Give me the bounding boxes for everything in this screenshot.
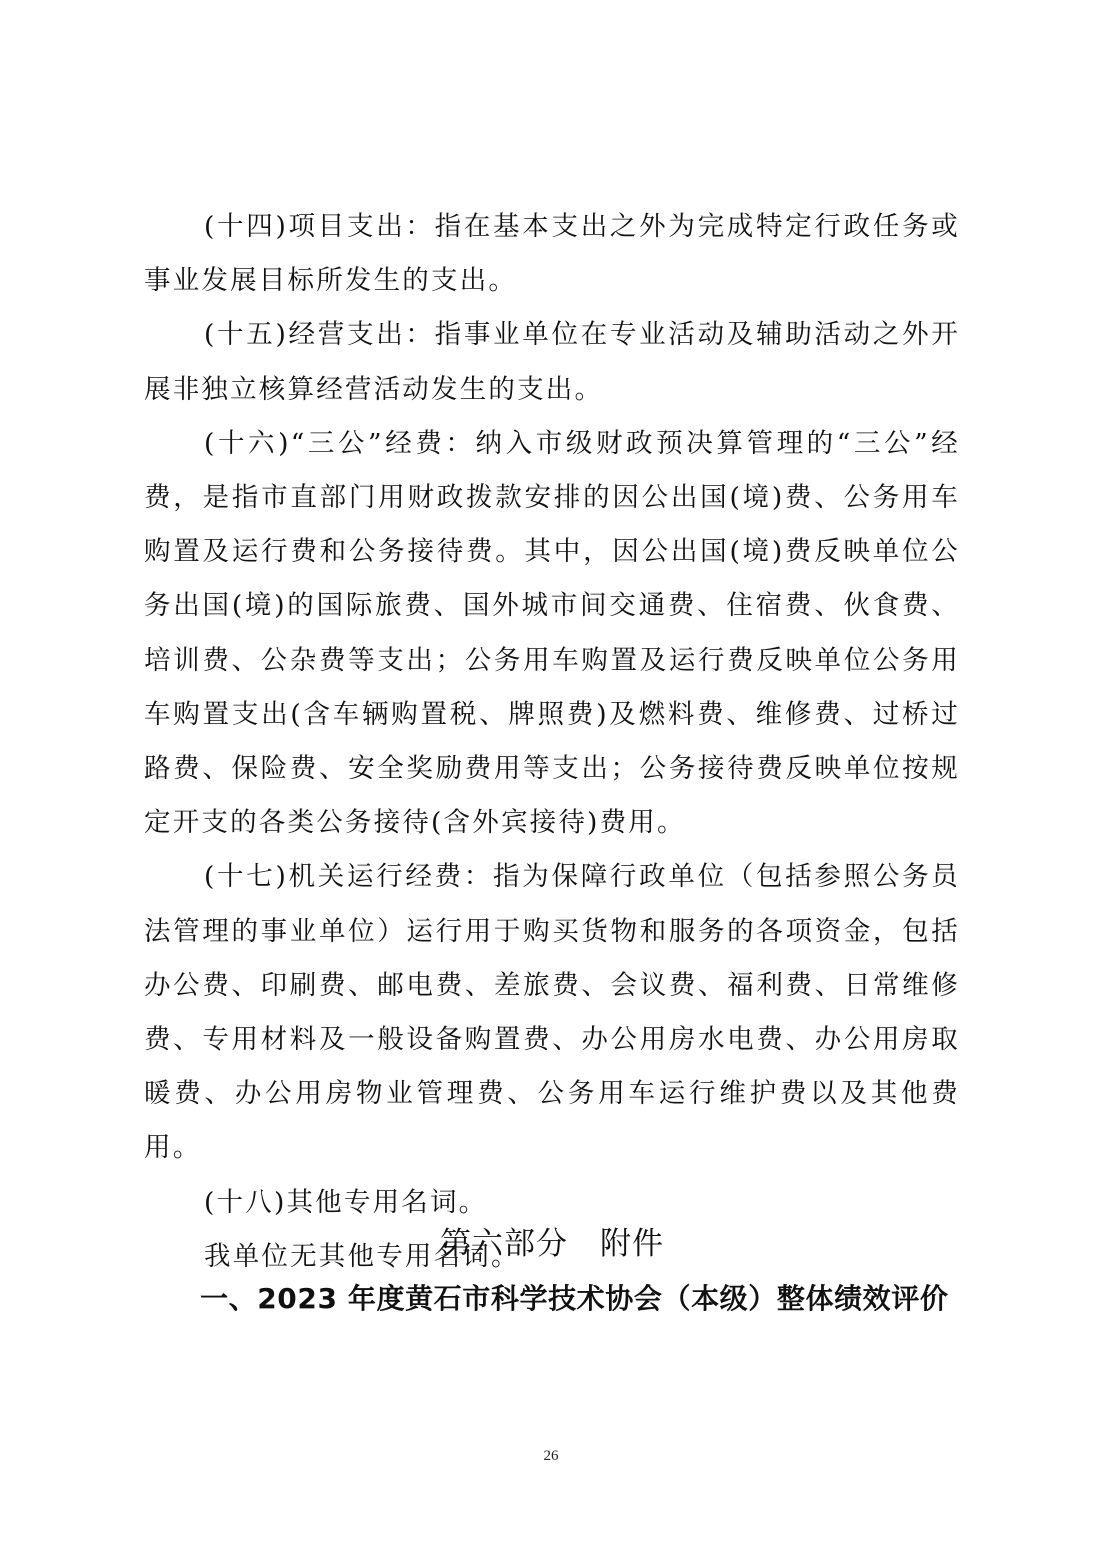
paragraph-operating-expenditure: (十五)经营支出：指事业单位在专业活动及辅助活动之外开展非独立核算经营活动发生的支出。 (144, 319, 960, 405)
paragraph-three-public-expenses: (十六)“三公”经费：纳入市级财政预决算管理的“三公”经费，是指市直部门用财政拨款安排的因公出国(境)费、公务用车购置及运行费和公务接待费。其中，因公出国(境)费反映单位公务出国(境)的国际旅费、国外城市间交通费、住宿费、伙食费、培训费、公杂费等支出；公务用车购置及运行费反映单位公务用车购置支出(含车辆购置税、牌照费)及燃料费、维修费、过桥过路费、保险费、安全奖励费用等支出；公务接待费反映单位按规定开支的各类公务接待(含外宾接待)费用。 (144, 427, 960, 839)
paragraph-other-terms-heading: (十八)其他专用名词。 (204, 1186, 488, 1218)
sub-title: 一、2023 年度黄石市科学技术协会（本级）整体绩效评价 (200, 1282, 949, 1315)
document-body (144, 200, 960, 1284)
page-number: 26 (543, 1448, 559, 1464)
paragraph-project-expenditure: (十四)项目支出：指在基本支出之外为完成特定行政任务或事业发展目标所发生的支出。 (144, 211, 960, 297)
paragraph-agency-operating-expenses: (十七)机关运行经费：指为保障行政单位（包括参照公务员法管理的事业单位）运行用于购买货物和服务的各项资金，包括办公费、印刷费、邮电费、差旅费、会议费、福利费、日常维修费、专用材料及一般设备购置费、办公用房水电费、办公用房取暖费、办公用房物业管理费、公务用车运行维护费以及其他费用。 (144, 861, 960, 1164)
paragraph-no-other-terms: 我单位无其他专用名词。 (204, 1240, 520, 1272)
section-title: 第六部分 附件 (440, 1226, 664, 1262)
